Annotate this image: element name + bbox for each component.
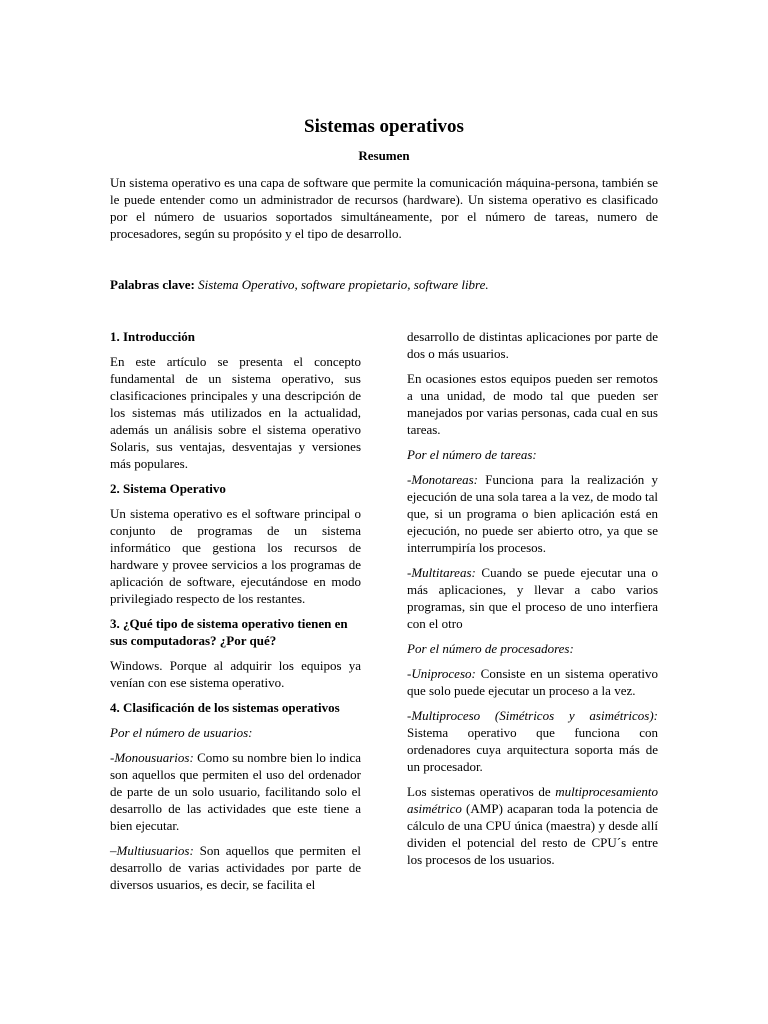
keywords-terms: Sistema Operativo, software propietario, software libre. (198, 277, 489, 292)
continuation-paragraph: desarrollo de distintas aplicaciones por parte de dos o más usuarios. (407, 329, 658, 361)
multiproceso-text: Sistema operativo que funciona con ordenadores cuya arquitectura soporta más de un procesador. (407, 725, 658, 774)
section-heading-clasificacion: 4. Clasificación de los sistemas operativos (110, 700, 340, 715)
paper-title: Sistemas operativos (304, 116, 464, 137)
abstract-heading: Resumen (358, 148, 410, 163)
uniproceso-text: Consiste en un sistema operativo que solo puede ejecutar un proceso a la vez. (407, 666, 658, 698)
subheading-tareas: Por el número de tareas: (407, 447, 537, 462)
uniproceso-term: -Uniproceso: (407, 666, 476, 681)
introduction-paragraph: En este artículo se presenta el concepto fundamental de un sistema operativo, sus clasificaciones principales y una descripción de los sistemas más utilizados en la actualidad, además un análisis sobre el sistema operativo Solaris, sus ventajas, desventajas y versiones más populares. (110, 354, 361, 471)
amp-pre: Los sistemas operativos de (407, 784, 556, 799)
multitareas-term: -Multitareas: (407, 565, 476, 580)
amp-term: multiprocesamiento asimétrico (407, 784, 658, 816)
multiproceso-term: -Multiproceso (Simétricos y asimétricos): (407, 708, 658, 723)
multiproceso-paragraph (407, 707, 658, 775)
left-column (110, 328, 361, 901)
right-column (407, 328, 658, 876)
section-heading-question: 3. ¿Qué tipo de sistema operativo tienen en sus computadoras? ¿Por qué? (110, 616, 348, 648)
question-answer-paragraph: Windows. Porque al adquirir los equipos ya venían con ese sistema operativo. (110, 658, 361, 690)
keywords-label: Palabras clave: (110, 277, 195, 292)
subheading-procesadores: Por el número de procesadores: (407, 641, 574, 656)
multitareas-text: Cuando se puede ejecutar una o más aplicaciones, y llevar a cabo varios programas, sin que el proceso de uno interfiera con el otro (407, 565, 658, 631)
amp-paragraph (407, 783, 658, 868)
monotareas-term: -Monotareas: (407, 472, 479, 487)
section-heading-introduction: 1. Introducción (110, 329, 195, 344)
keywords-line (110, 276, 658, 293)
multitareas-paragraph (407, 564, 658, 632)
monotareas-text: Funciona para la realización y ejecución de una sola tarea a la vez, de modo tal que, si un programa o bien aplicación está en ejecución, no puede ser abierto otro, ya que se interrumpiría los procesos. (407, 472, 658, 555)
section-heading-sistema-operativo: 2. Sistema Operativo (110, 481, 226, 496)
remote-paragraph: En ocasiones estos equipos pueden ser remotos a una unidad, de modo tal que pueden ser manejados por varias personas, cada cual en sus tareas. (407, 371, 658, 437)
monotareas-paragraph (407, 471, 658, 556)
monousuarios-text: Como su nombre bien lo indica son aquellos que permiten el uso del ordenador de parte de un solo usuario, facilitando solo el desarrollo de las actividades que este tiene a bien ejecutar. (110, 750, 361, 833)
subheading-usuarios: Por el número de usuarios: (110, 725, 253, 740)
monousuarios-term: -Monousuarios: (110, 750, 194, 765)
multiusuarios-text: Son aquellos que permiten el desarrollo de varias actividades por parte de diversos usuarios, es decir, se facilita el (110, 843, 361, 892)
multiusuarios-paragraph (110, 842, 361, 893)
sistema-operativo-paragraph: Un sistema operativo es el software principal o conjunto de programas de un sistema informático que gestiona los recursos de hardware y provee servicios a los programas de aplicación de software, ejecutándose en modo privilegiado respecto de los restantes. (110, 506, 361, 606)
amp-text: (AMP) acaparan toda la potencia de cálculo de una CPU única (maestra) y desde allí dividen el potencial del resto de CPU´s entre los procesos de los usuarios. (407, 801, 658, 867)
abstract-text: Un sistema operativo es una capa de software que permite la comunicación máquina-persona, también se le puede entender como un administrador de recursos (hardware). Un sistema operativo es clasificado por el número de usuarios soportados simultáneamente, por el número de tareas, numero de procesadores, según su propósito y el tipo de desarrollo. (110, 175, 658, 241)
multiusuarios-term: –Multiusuarios: (110, 843, 194, 858)
monousuarios-paragraph (110, 749, 361, 834)
uniproceso-paragraph (407, 665, 658, 699)
